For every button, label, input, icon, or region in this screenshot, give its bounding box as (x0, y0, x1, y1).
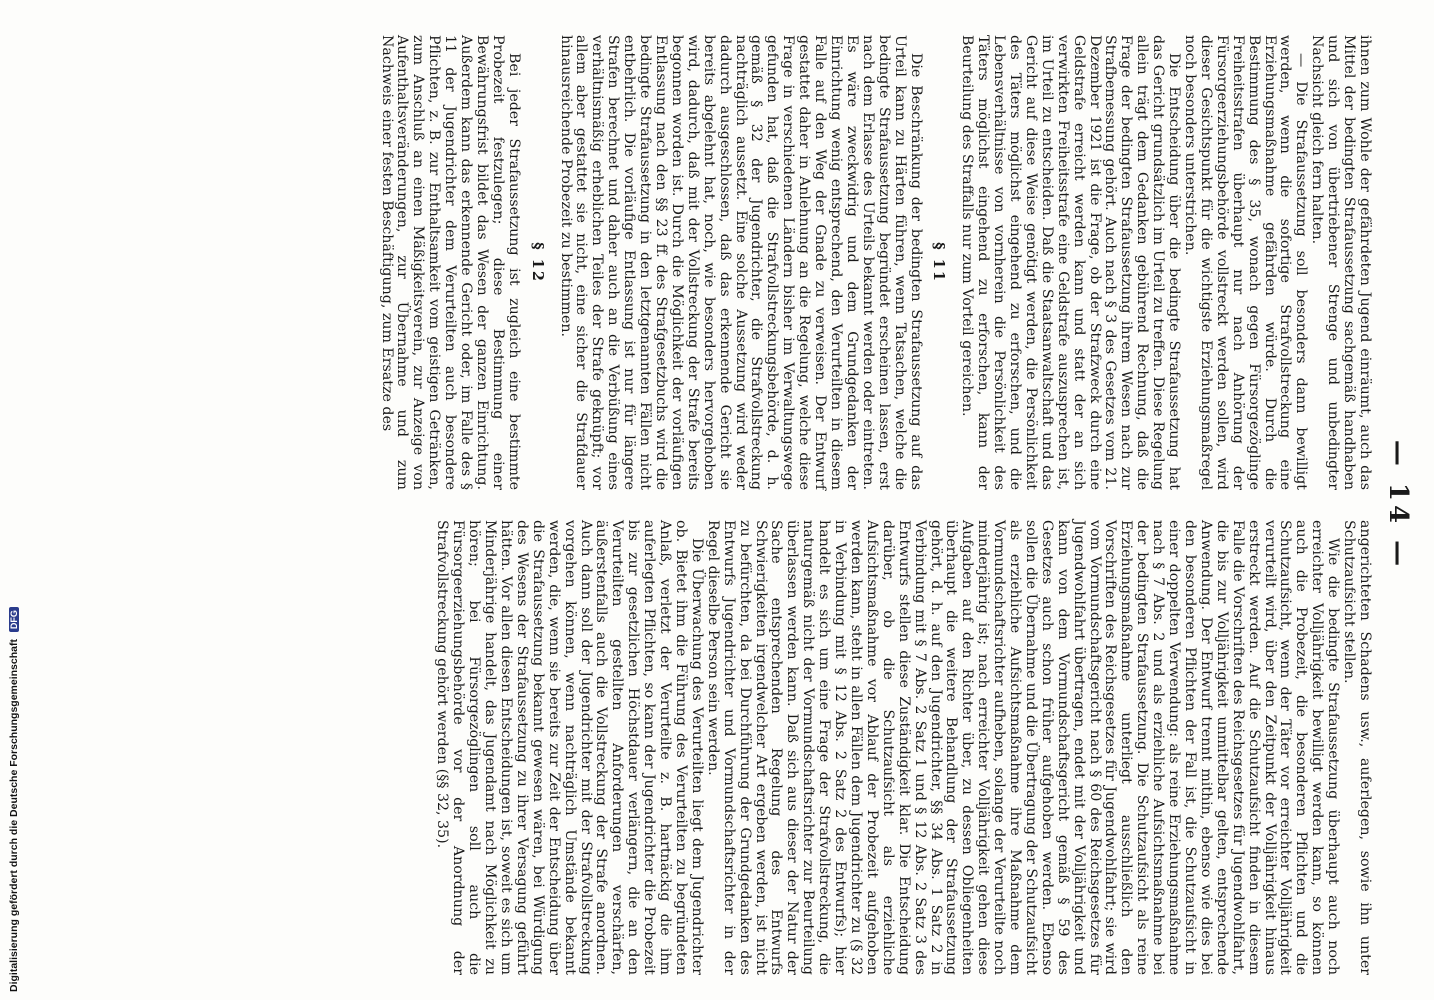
left-column (378, 35, 1372, 490)
paragraph: ihnen zum Wohle der gefährdeten Jugend einräumt, auch das Mittel der bedingten Strafaussetzung sachgemäß handhaben und sich von übertriebener Strenge und unbedingter Nachsicht gleich fern halten. (1309, 35, 1373, 490)
digitization-credit (6, 2, 20, 992)
paragraph: Die Entscheidung über die bedingte Strafaussetzung hat das Gericht grundsätzlich im Urteil zu treffen. Diese Regelung allein trägt dem Gedanken gebührend Rechnung, daß die Frage der bedingten Strafaussetzung ihrem Wesen nach zur Strafbemessung gehört. Auch nach § 3 des Gesetzes vom 21. Dezember 1921 ist die Frage, ob der Strafzweck durch eine Geldstrafe erreicht werden kann und statt der an sich verwirkten Freiheitsstrafe eine Geldstrafe auszusprechen ist, im Urteil zu entscheiden. Daß die Staatsanwaltschaft und das Gericht auf diese Weise genötigt werden, die Persönlichkeit des Täters möglichst eingehend zu erforschen, und die Lebensverhältnisse von vornherein die Persönlichkeit des Täters möglichst eingehend zu erforschen, kann der Beurteilung des Straffalls nur zum Vorteil gereichen. (959, 35, 1183, 490)
page-number: — 14 — (1383, 439, 1413, 571)
right-column (378, 520, 1372, 975)
rotated-document-page (114, 25, 1434, 985)
paragraph: — Die Strafaussetzung soll besonders dann bewilligt werden, wenn die sofortige Strafvollstreckung eine Erziehungsmaßnahme gefährden würde. Durch die Bestimmung des § 35, wonach gegen Fürsorgezöglinge Freiheitsstrafen überhaupt nur nach Anhörung der Fürsorgeerziehungsbehörde vollstreckt werden sollen, wird dieser Gesichtspunkt für die wichtigste Erziehungsmaßregel noch besonders unterstrichen. (1182, 35, 1310, 490)
section-heading-11: § 11 (930, 242, 948, 283)
paragraph: Bei jeder Strafaussetzung ist zugleich eine bestimmte Probezeit festzulegen; diese Bestimmung einer Bewährungsfrist bildet das Wesen der ganzen Einrichtung. Außerdem kann das erkennende Gericht oder, im Falle des § 11 der Jugendrichter dem Verurteilten auch besondere Pflichten, z. B. zur Enthaltsamkeit vom geistigen Getränken, zum Anschluß an einen Mäßigkeitsverein, zur Anzeige von Aufenthaltsveränderungen, zur Übernahme und zum Nachweis einer festen Beschäftigung, zum Ersatze des (378, 35, 522, 490)
paragraph: Die Überwachung des Verurteilten liegt dem Jugendrichter ob. Bietet ihm die Führung des Verurteilten zu begründeten Anlaß, verletzt der Verurteilte z. B. hartnäckig die ihm auferlegten Pflichten, so kann der Jugendrichter die Probezeit bis zur gesetzlichen Höchstdauer verlängern, die an den Verurteilten gestellten Anforderungen verschärfen, äußerstenfalls auch die Vollstreckung der Strafe anordnen. Auch dann soll der Jugendrichter mit der Strafvollstreckung vorgehen können, wenn nachträglich Umstände bekannt werden, die, wenn sie bereits zur Zeit der Entscheidung über die Strafaussetzung bekannt gewesen wären, bei Würdigung des Wesens der Strafaussetzung zu ihrer Versagung geführt hätten. Vor allen diesen Entscheidungen ist, soweit es sich um Minderjährige handelt, das Jugendamt nach Möglichkeit zu hören; bei Fürsorgezöglingen soll auch die Fürsorgeerziehungsbehörde vor der Anordnung der Strafvollstreckung gehört werden (§§ 32, 35). (434, 520, 705, 975)
paragraph: Wie die bedingte Strafaussetzung überhaupt auch noch erreichter Volljährigkeit bewilligt werden kann, so können auch die Probezeit, die besonderen Pflichten und die Schutzaufsicht, wenn der Täter vor erreichter Volljährigkeit verurteilt wird, über den Zeitpunkt der Volljährigkeit hinaus erstreckt werden. Auf die Schutzaufsicht finden in diesem Falle die Vorschriften des Reichsgesetzes für Jugendwohlfahrt, die bis zur Volljährigkeit unmittelbar gelten, entsprechende Anwendung. Der Entwurf trennt mithin, ebenso wie dies bei den besonderen Pflichten der Fall ist, die Schutzaufsicht in einer doppelten Verwendung: als reine Erziehungsmaßnahme nach § 7 Abs. 2 und als erziehliche Aufsichtsmaßnahme bei der bedingten Strafaussetzung. Die Schutzaufsicht als reine Erziehungsmaßnahme unterliegt ausschließlich den Vorschriften des Reichsgesetzes für Jugendwohlfahrt; sie wird vom Vormundschaftsgericht nach § 60 des Reichsgesetzes für Jugendwohlfahrt übertragen, endet mit der Volljährigkeit und kann von dem Vormundschaftsgericht gemäß § 59 des Gesetzes auch schon früher aufgehoben werden. Ebenso sollen die Übernahme und die Übertragung der Schutzaufsicht als erziehliche Aufsichtsmaßnahme ihre Maßnahme dem Vormundschaftsrichter aufheben, solange der Verurteilte noch minderjährig ist; nach erreichter Volljährigkeit gehen diese Aufgaben auf den Richter über, zu dessen Obliegenheiten überhaupt die weitere Behandlung der Strafaussetzung gehört, d. h. auf den Jugendrichter, §§ 34 Abs. 1 Satz 2 in Verbindung mit § 7 Abs. 2 Satz 1 und § 12 Abs. 2 Satz 3 des Entwurfs stellen diese Zuständigkeit klar. Die Entscheidung darüber, ob die Schutzaufsicht als erziehliche Aufsichtsmaßnahme vor Ablauf der Probezeit aufgehoben werden kann, steht in allen Fällen dem Jugendrichter zu (§ 32 in Verbindung mit § 12 Abs. 2 Satz 2 des Entwurfs); hier handelt es sich um eine Frage der Strafvollstreckung, die naturgemäß nicht der Vormundschaftsrichter zur Beurteilung überlassen werden kann. Daß sich aus dieser der Natur der Sache entsprechenden Regelung des Entwurfs Schwierigkeiten irgendwelcher Art ergeben werden, ist nicht zu befürchten, da bei Durchführung der Grundgedanken des Entwurfs Jugendrichter und Vormundschaftsrichter in der Regel dieselbe Person sein werden. (704, 520, 1342, 975)
text-columns (378, 35, 1372, 975)
paragraph: angerichteten Schadens usw., auferlegen, sowie ihn unter Schutzaufsicht stellen. (1341, 520, 1373, 975)
dfg-logo: DFG (9, 607, 19, 632)
credit-text: Digitalisierung gefördert durch die Deutsche Forschungsgemeinschaft (8, 639, 20, 992)
section-heading-12: § 12 (528, 242, 546, 283)
paragraph: Die Beschränkung der bedingten Strafaussetzung auf das Urteil kann zu Härten führen, wenn Tatsachen, welche die bedingte Strafaussetzung begründet erscheinen lassen, erst nach dem Erlasse des Urteils bekannt werden oder eintreten. Es wäre zweckwidrig und dem Grundgedanken der Einrichtung wenig entsprechend, den Verurteilten in diesem Falle auf den Weg der Gnade zu verweisen. Der Entwurf gestattet daher in Anlehnung an die Regelung, welche diese Frage in verschiedenen Ländern bisher im Verwaltungswege gefunden hat, daß die Strafvollstreckungsbehörde, d. h. gemäß § 32 der Jugendrichter, die Strafvollstreckung nachträglich aussetzt. Eine solche Aussetzung wird weder dadurch ausgeschlossen, daß das erkennende Gericht sie bereits abgelehnt hat, noch, wie besonders hervorgehoben wird, dadurch, daß mit der Vollstreckung der Strafe bereits begonnen worden ist. Durch die Möglichkeit der vorläufigen Entlassung nach den §§ 23 ff. des Strafgesetzbuchs wird die bedingte Strafaussetzung in den letztgenannten Fällen nicht entbehrlich. Die vorläufige Entlassung ist nur für längere Strafen berechnet und daher auch an die Verbüßung eines verhältnismäßig erheblichen Teiles der Strafe geknüpft; vor allem aber gestattet sie nicht, eine sicher die Strafdauer hinausreichende Probezeit zu bestimmen. (557, 35, 924, 490)
